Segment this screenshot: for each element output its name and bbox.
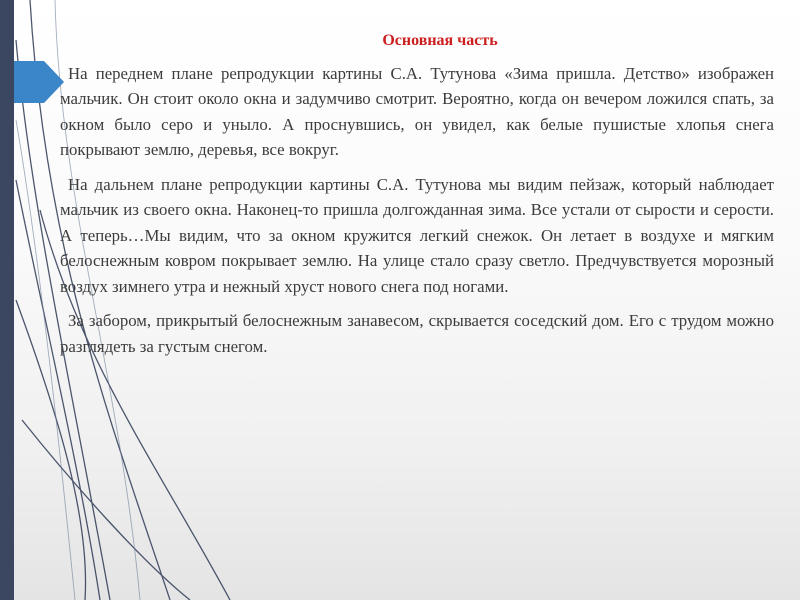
accent-tab [14, 61, 44, 103]
curve-line [22, 420, 190, 600]
paragraph-2: На дальнем плане репродукции картины С.А. Тутунова мы видим пейзаж, который наблюдает мальчик из своего окна. Наконец-то пришла долгожданная зима. Все устали от сырости и серости. А теперь…Мы видим, что за окном кружится легкий снежок. Он летает в воздухе и мягким белоснежным ковром покрывает землю. На улице стало сразу светло. Предчувствуется морозный воздух зимнего утра и нежный хруст нового снега под ногами. [60, 174, 774, 296]
section-heading: Основная часть [382, 32, 498, 49]
document-body [60, 28, 774, 368]
paragraph-3: За забором, прикрытый белоснежным занавесом, скрывается соседский дом. Его с трудом можно разглядеть за густым снегом. [60, 311, 774, 356]
paragraph-1: На переднем плане репродукции картины С.А. Тутунова «Зима пришла. Детство» изображен мальчик. Он стоит около окна и задумчиво смотрит. Вероятно, когда он вечером ложился спать, за окном было серо и уныло. А проснувшись, он увидел, как белые пушистые хлопья снега покрывают землю, деревья, все вокруг. [60, 63, 774, 159]
